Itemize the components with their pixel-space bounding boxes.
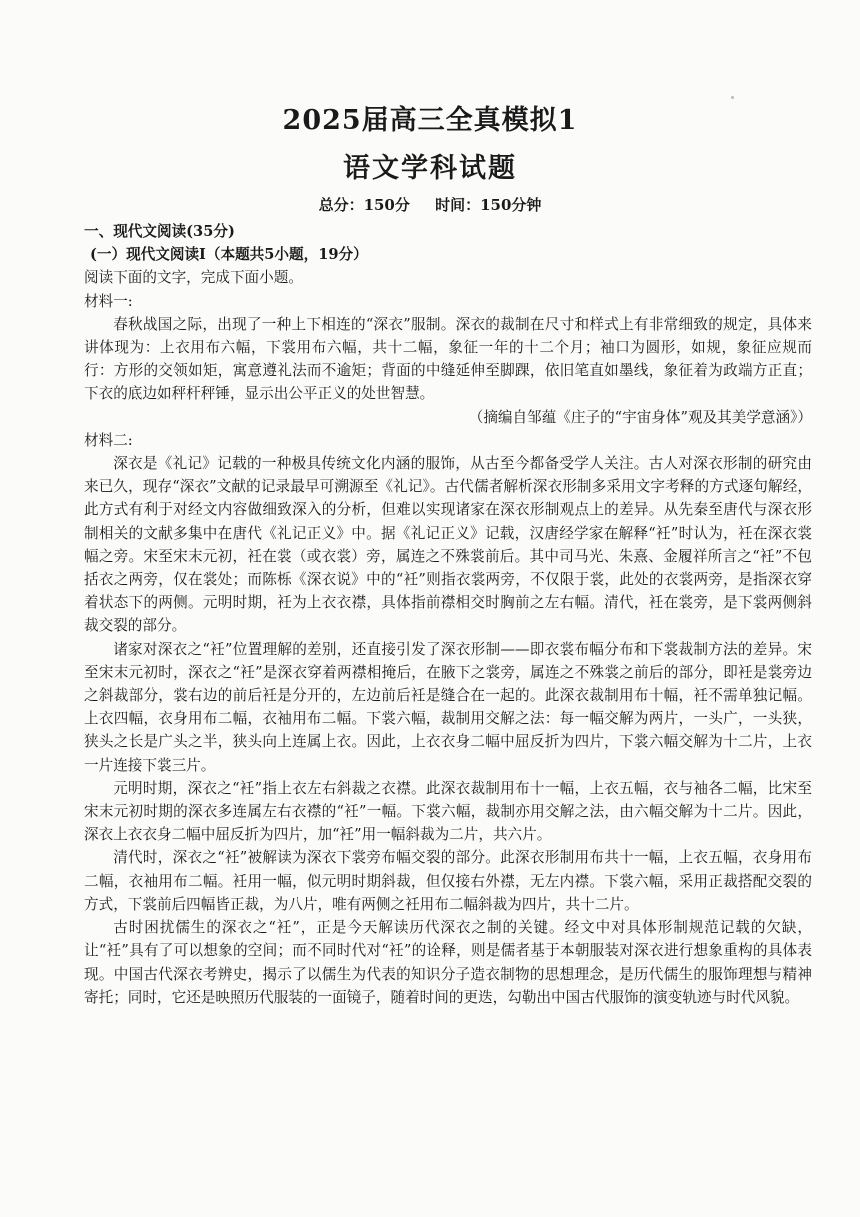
instruction-text: 阅读下面的文字，完成下面小题。 (84, 269, 303, 287)
material2-label: 材料二: (84, 431, 133, 449)
material2-paragraph: 诸家对深衣之“衽”位置理解的差别，还直接引发了深衣形制——即衣裳布幅分布和下裳裁制方法的差异。宋至宋末元初时，深衣之“衽”是深衣穿着两襟相掩后，在腋下之裳旁，属连之不殊裳之前后的部分，即衽是裳旁边之斜裁部分，裳右边的前后衽是分开的，左边前后衽是缝合在一起的。此深衣裁制用布十幅，衽不需单独记幅。上衣四幅，衣身用布二幅，衣袖用布二幅。下裳六幅，裁制用交解之法：每一幅交解为两片，一头广，一头狭，狭头之长是广头之半，狭头向上连属上衣。因此，上衣衣身二幅中屈反折为四片，下裳六幅交解为十二片，上衣一片连接下裳三片。 (84, 640, 812, 774)
material2-paragraph: 古时困扰儒生的深衣之“衽”，正是今天解读历代深衣之制的关键。经文中对具体形制规范记载的欠缺，让“衽”具有了可以想象的空间；而不同时代对“衽”的诠释，则是儒者基于本朝服装对深衣进行想象重构的具体表现。中国古代深衣考辨史，揭示了以儒生为代表的知识分子造衣制物的思想理念，是历代儒生的服饰理想与精神寄托；同时，它还是映照历代服装的一面镜子，随着时间的更迭，勾勒出中国古代服饰的演变轨迹与时代风貌。 (84, 919, 812, 1006)
subject-title: 语文学科试题 (343, 153, 517, 184)
material2-paragraph: 清代时，深衣之“衽”被解读为深衣下裳旁布幅交裂的部分。此深衣形制用布共十一幅，上衣五幅，衣身用布二幅，衣袖用布二幅。衽用一幅，似元明时期斜裁，但仅接右外襟，无左内襟。下裳六幅，采用正裁搭配交裂的方式，下裳前后四幅皆正裁，为八片，唯有两侧之衽用布二幅斜裁为四片，共十二片。 (84, 849, 812, 913)
reading-section (84, 220, 812, 1009)
material1-paragraph: 春秋战国之际，出现了一种上下相连的“深衣”服制。深衣的裁制在尺寸和样式上有非常细致的规定，具体来讲体现为：上衣用布六幅，下裳用布六幅，共十二幅，象征一年的十二个月；袖口为圆形，如规，象征应规而行：方形的交领如矩，寓意遵礼法而不逾矩；背面的中缝延伸至脚踝，依旧笔直如墨线，象征着为政端方正直；下衣的底边如秤杆秤锤，显示出公平正义的处世智慧。 (84, 315, 812, 403)
material1-label: 材料一: (84, 292, 133, 310)
material1-source: （摘编自邹蕴《庄子的“宇宙身体”观及其美学意涵》） (468, 408, 812, 426)
material2-paragraph: 深衣是《礼记》记载的一种极具传统文化内涵的服饰，从古至今都备受学人关注。古人对深衣形制的研究由来已久，现存“深衣”文献的记录最早可溯源至《礼记》。古代儒者解析深衣形制多采用文字考释的方式逐句解经，此方式有利于对经文内容做细致深入的分析，但难以实现诸家在深衣形制观点上的差异。从先秦至唐代与深衣形制相关的文献多集中在唐代《礼记正义》中。据《礼记正义》记载，汉唐经学家在解释“衽”时认为，衽在深衣裳幅之旁。宋至宋末元初，衽在裳（或衣裳）旁，属连之不殊裳前后。其中司马光、朱熹、金履祥所言之“衽”不包括衣之两旁，仅在裳处；而陈栎《深衣说》中的“衽”则指衣裳两旁，不仅限于裳，此处的衣裳两旁，是指深衣穿着状态下的两侧。元明时期，衽为上衣衣襟，具体指前襟相交时胸前之左右幅。清代，衽在裳旁，是下裳两侧斜裁交裂的部分。 (84, 455, 812, 635)
exam-meta (0, 194, 860, 215)
exam-time: 时间：150分钟 (435, 196, 542, 214)
total-score: 总分：150分 (318, 196, 410, 214)
material2-paragraph: 元明时期，深衣之“衽”指上衣左右斜裁之衣襟。此深衣裁制用布十一幅，上衣五幅，衣与袖各二幅，比宋至宋末元初时期的深衣多连属左右衣襟的“衽”一幅。下裳六幅，裁制亦用交解之法，由六幅交解为十二片。因此，深衣上衣衣身二幅中屈反折为四片，加“衽”用一幅斜裁为二片，共六片。 (84, 779, 812, 844)
exam-title: 2025届高三全真模拟1 (282, 105, 578, 136)
subsection-heading: (一）现代文阅读Ⅰ（本题共5小题，19分） (90, 246, 368, 264)
section-heading: 一、现代文阅读(35分) (84, 223, 235, 240)
